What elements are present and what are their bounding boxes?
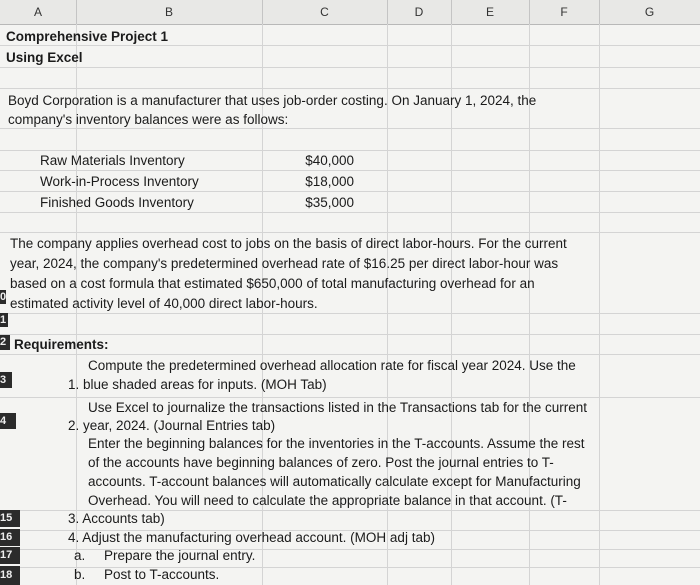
req4b-letter: b.	[74, 567, 86, 582]
column-header-f[interactable]: F	[529, 0, 600, 24]
req1-line-2: 1. blue shaded areas for inputs. (MOH Tab)	[68, 377, 327, 392]
row-header-17[interactable]: 17	[0, 547, 20, 564]
inventory-amount-wip: $18,000	[305, 174, 354, 189]
req3-tail: 3. Accounts tab)	[68, 511, 165, 526]
inventory-amount-raw: $40,000	[305, 153, 354, 168]
inventory-amount-finished: $35,000	[305, 195, 354, 210]
row-header-16[interactable]: 16	[0, 529, 20, 546]
req4a-letter: a.	[74, 548, 86, 563]
req3-line-1: Enter the beginning balances for the inventories in the T-accounts. Assume the rest	[88, 436, 585, 451]
req2-line-2: 2. year, 2024. (Journal Entries tab)	[68, 418, 276, 433]
project-title: Comprehensive Project 1	[6, 29, 169, 44]
req4a-text: Prepare the journal entry.	[104, 548, 256, 563]
column-header-c[interactable]: C	[262, 0, 388, 24]
req3-line-3: accounts. T-account balances will automatically calculate except for Manufacturing	[88, 474, 581, 489]
column-header-a[interactable]: A	[0, 0, 77, 24]
intro-line-1: Boyd Corporation is a manufacturer that uses job-order costing. On January 1, 2024, the	[8, 93, 537, 108]
requirements-heading: Requirements:	[14, 337, 109, 352]
overhead-line-3: based on a cost formula that estimated $650,000 of total manufacturing overhead for an	[10, 276, 535, 291]
column-header-b[interactable]: B	[76, 0, 263, 24]
req3-line-4: Overhead. You will need to calculate the appropriate balance in that account. (T-	[88, 493, 567, 508]
row-header-10[interactable]: 0	[0, 291, 7, 303]
column-header-bar	[0, 0, 700, 25]
req1-line-1: Compute the predetermined overhead allocation rate for fiscal year 2024. Use the	[88, 358, 576, 373]
row-header-15[interactable]: 15	[0, 510, 20, 527]
row-header-14[interactable]: 4	[0, 413, 16, 429]
inventory-label-finished: Finished Goods Inventory	[40, 195, 194, 210]
intro-line-2: company's inventory balances were as follows:	[8, 112, 289, 127]
overhead-line-1: The company applies overhead cost to jobs on the basis of direct labor-hours. For the current	[10, 236, 567, 251]
project-subtitle: Using Excel	[6, 50, 83, 65]
req3-line-2: of the accounts have beginning balances of zero. Post the journal entries to T-	[88, 455, 554, 470]
req4: 4. Adjust the manufacturing overhead account. (MOH adj tab)	[68, 530, 435, 545]
row-header-13[interactable]: 3	[0, 372, 12, 388]
inventory-label-wip: Work-in-Process Inventory	[40, 174, 199, 189]
inventory-label-raw: Raw Materials Inventory	[40, 153, 185, 168]
overhead-line-2: year, 2024, the company's predetermined overhead rate of $16.25 per direct labor-hour was	[10, 256, 559, 271]
overhead-line-4: estimated activity level of 40,000 direct labor-hours.	[10, 296, 318, 311]
row-header-18[interactable]: 18	[0, 566, 20, 585]
column-header-e[interactable]: E	[451, 0, 530, 24]
req2-line-1: Use Excel to journalize the transactions listed in the Transactions tab for the current	[88, 400, 588, 415]
req4b-text: Post to T-accounts.	[104, 567, 220, 582]
column-header-g[interactable]: G	[644, 5, 655, 19]
row-header-11[interactable]: 1	[0, 314, 7, 326]
row-header-12[interactable]: 2	[0, 335, 10, 350]
column-header-d[interactable]: D	[387, 0, 452, 24]
